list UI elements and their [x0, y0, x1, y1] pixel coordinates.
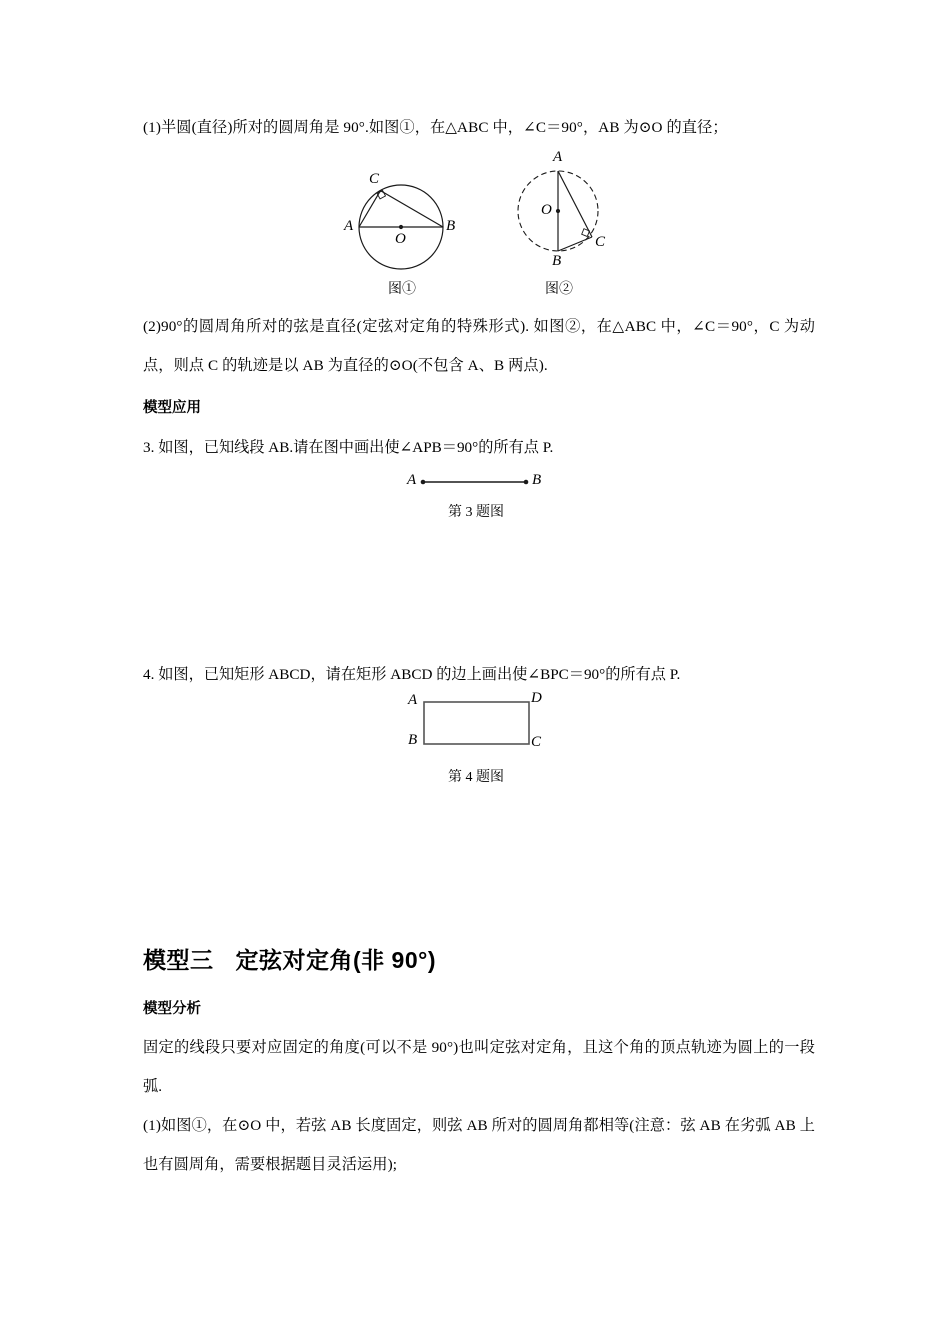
- figure-3-svg: [393, 467, 573, 497]
- label-B: B: [532, 472, 542, 488]
- figure-row-circles: [143, 149, 815, 307]
- figure-4: [393, 690, 573, 812]
- model-3-title-main: 模型三: [143, 947, 214, 973]
- answer-space-3: [143, 545, 815, 655]
- paragraph-1-text: (1)半圆(直径)所对的圆周角是 90°.如图①，在△ABC 中，∠C＝90°，AB 为⊙O 的直径；: [143, 119, 728, 136]
- rectangle-ABCD: [424, 702, 529, 744]
- label-O: O: [395, 231, 406, 247]
- label-A: A: [553, 149, 563, 165]
- question-3: 3. 如图，已知线段 AB.请在图中画出使∠APB＝90°的所有点 P.: [143, 439, 554, 456]
- figure-4-caption: 第 4 题图: [448, 770, 504, 785]
- segment-AC: [558, 171, 592, 237]
- answer-space-4: [143, 812, 815, 940]
- paragraph-2: [143, 307, 815, 385]
- question-4: 4. 如图，已知矩形 ABCD，请在矩形 ABCD 的边上画出使∠BPC＝90°的所有点 P.: [143, 666, 681, 683]
- endpoint-A-dot: [421, 480, 426, 485]
- label-A: A: [344, 218, 354, 234]
- paragraph-4: (1)如图①，在⊙O 中，若弦 AB 长度固定，则弦 AB 所对的圆周角都相等(注意：弦 AB 在劣弧 AB 上也有圆周角，需要根据题目灵活运用);: [143, 1117, 815, 1173]
- label-C: C: [531, 734, 542, 750]
- segment-CB: [381, 191, 444, 227]
- segment-AC: [359, 191, 381, 227]
- label-O: O: [541, 202, 552, 218]
- figure-row-segment: [143, 467, 815, 545]
- paragraph-2-text: (2)90°的圆周角所对的弦是直径(定弦对定角的特殊形式). 如图②，在△ABC 中，∠C＝90°，C 为动点，则点 C 的轨迹是以 AB 为直径的⊙O(不包含 A、B 两点).: [143, 318, 815, 374]
- endpoint-B-dot: [524, 480, 529, 485]
- figure-1: [338, 155, 478, 307]
- paragraph-1: [143, 108, 815, 147]
- figure-row-rectangle: [143, 690, 815, 812]
- figure-2: [498, 149, 638, 307]
- model-3-title-sub: 定弦对定角(非 90°): [235, 947, 436, 973]
- figure-3-caption: 第 3 题图: [448, 505, 504, 520]
- label-A: A: [407, 472, 417, 488]
- figure-3: [393, 467, 573, 545]
- label-B: B: [408, 732, 418, 748]
- label-C: C: [595, 234, 606, 250]
- center-dot-O: [556, 209, 560, 213]
- label-D: D: [531, 690, 542, 706]
- figure-4-svg: [393, 694, 573, 764]
- figure-1-caption: 图①: [388, 282, 416, 297]
- section-heading-analysis: 模型分析: [143, 1001, 201, 1017]
- label-A: A: [408, 692, 418, 708]
- label-C: C: [369, 171, 380, 187]
- label-B: B: [552, 253, 562, 269]
- figure-2-caption: 图②: [545, 282, 573, 297]
- paragraph-3: 固定的线段只要对应固定的角度(可以不是 90°)也叫定弦对定角，且这个角的顶点轨迹为圆上的一段弧.: [143, 1039, 815, 1095]
- page-content: [143, 108, 815, 1184]
- center-dot-O: [399, 225, 403, 229]
- segment-CB: [558, 237, 592, 251]
- section-heading-apply: 模型应用: [143, 400, 201, 416]
- model-3-title: [143, 940, 815, 980]
- figure-2-svg: [498, 149, 638, 281]
- figure-1-svg: [338, 155, 478, 280]
- label-B: B: [446, 218, 456, 234]
